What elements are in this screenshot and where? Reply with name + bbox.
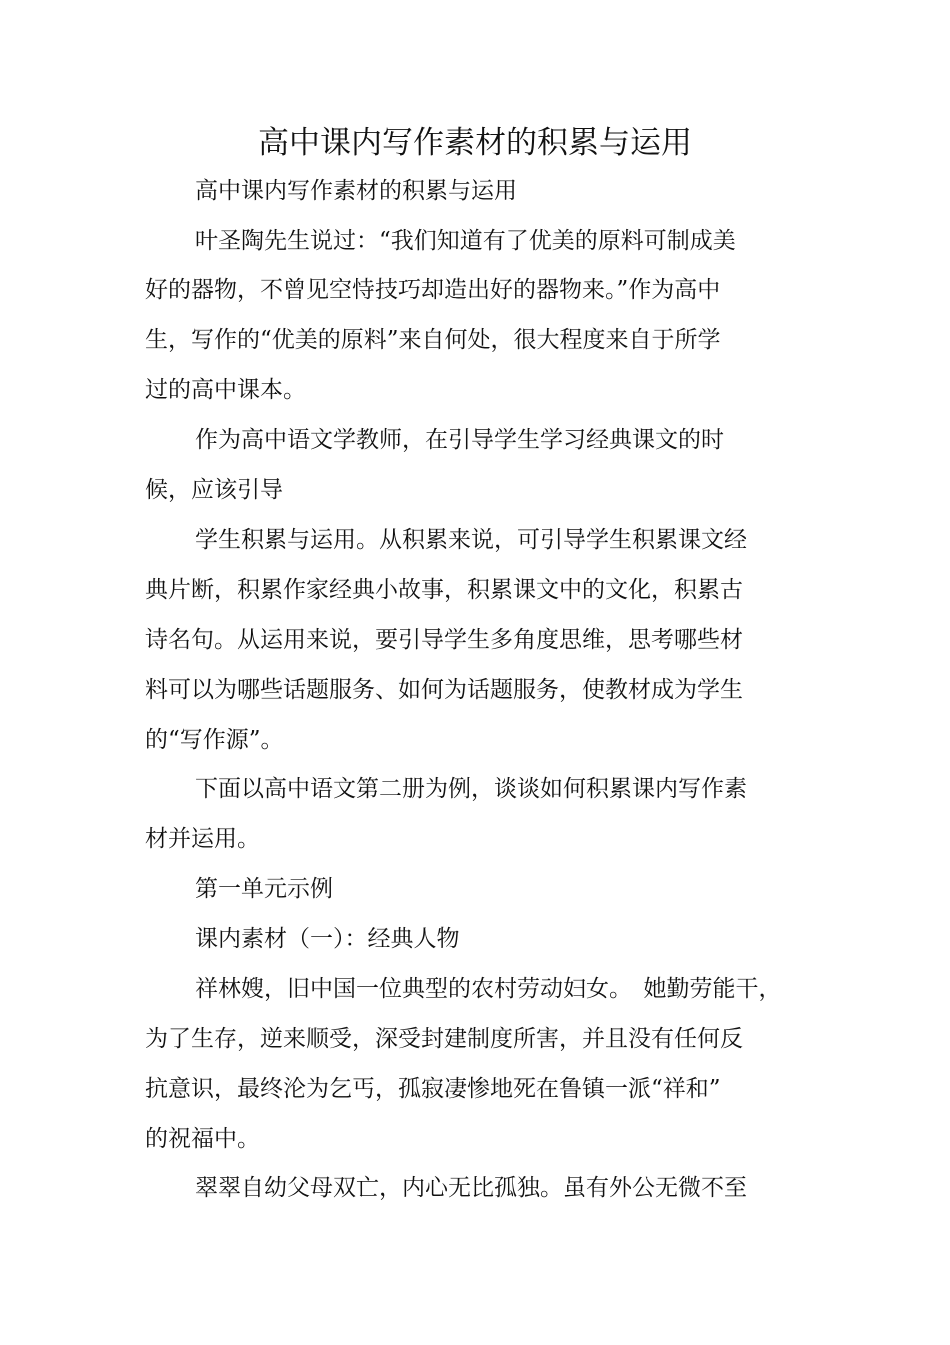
subsection-heading: 课内素材（一）：经典人物 [195,926,460,952]
paragraph-line: 好的器物，不曾见空恃技巧却造出好的器物来。”作为高中 [145,277,721,303]
paragraph-line: 生，写作的“优美的原料”来自何处，很大程度来自于所学 [145,327,721,353]
paragraph-line: 抗意识，最终沦为乞丐，孤寂凄惨地死在鲁镇一派“祥和” [145,1076,721,1102]
paragraph-line: 翠翠自幼父母双亡，内心无比孤独。虽有外公无微不至 [195,1175,747,1201]
section-heading: 第一单元示例 [195,876,333,902]
subtitle-line: 高中课内写作素材的积累与运用 [195,178,517,204]
paragraph-line: 叶圣陶先生说过：“我们知道有了优美的原料可制成美 [195,228,736,254]
document-title: 高中课内写作素材的积累与运用 [258,125,692,161]
paragraph-line: 学生积累与运用。从积累来说，可引导学生积累课文经 [195,527,747,553]
paragraph-line: 为了生存，逆来顺受，深受封建制度所害，并且没有任何反 [145,1026,743,1052]
paragraph-line: 的“写作源”。 [145,727,284,753]
paragraph-line: 候，应该引导 [145,477,283,503]
paragraph-line: 作为高中语文学教师，在引导学生学习经典课文的时 [195,427,724,453]
paragraph-line: 材并运用。 [145,826,260,852]
paragraph-line: 诗名句。从运用来说，要引导学生多角度思维，思考哪些材 [145,627,743,653]
paragraph-line: 的祝福中。 [145,1126,260,1152]
paragraph-line: 过的高中课本。 [145,377,306,403]
paragraph-line: 祥林嫂，旧中国一位典型的农村劳动妇女。 她勤劳能干， [195,976,782,1002]
paragraph-line: 典片断，积累作家经典小故事，积累课文中的文化，积累古 [145,577,743,603]
paragraph-line: 下面以高中语文第二册为例，谈谈如何积累课内写作素 [195,776,747,802]
paragraph-line: 料可以为哪些话题服务、如何为话题服务，使教材成为学生 [145,677,743,703]
